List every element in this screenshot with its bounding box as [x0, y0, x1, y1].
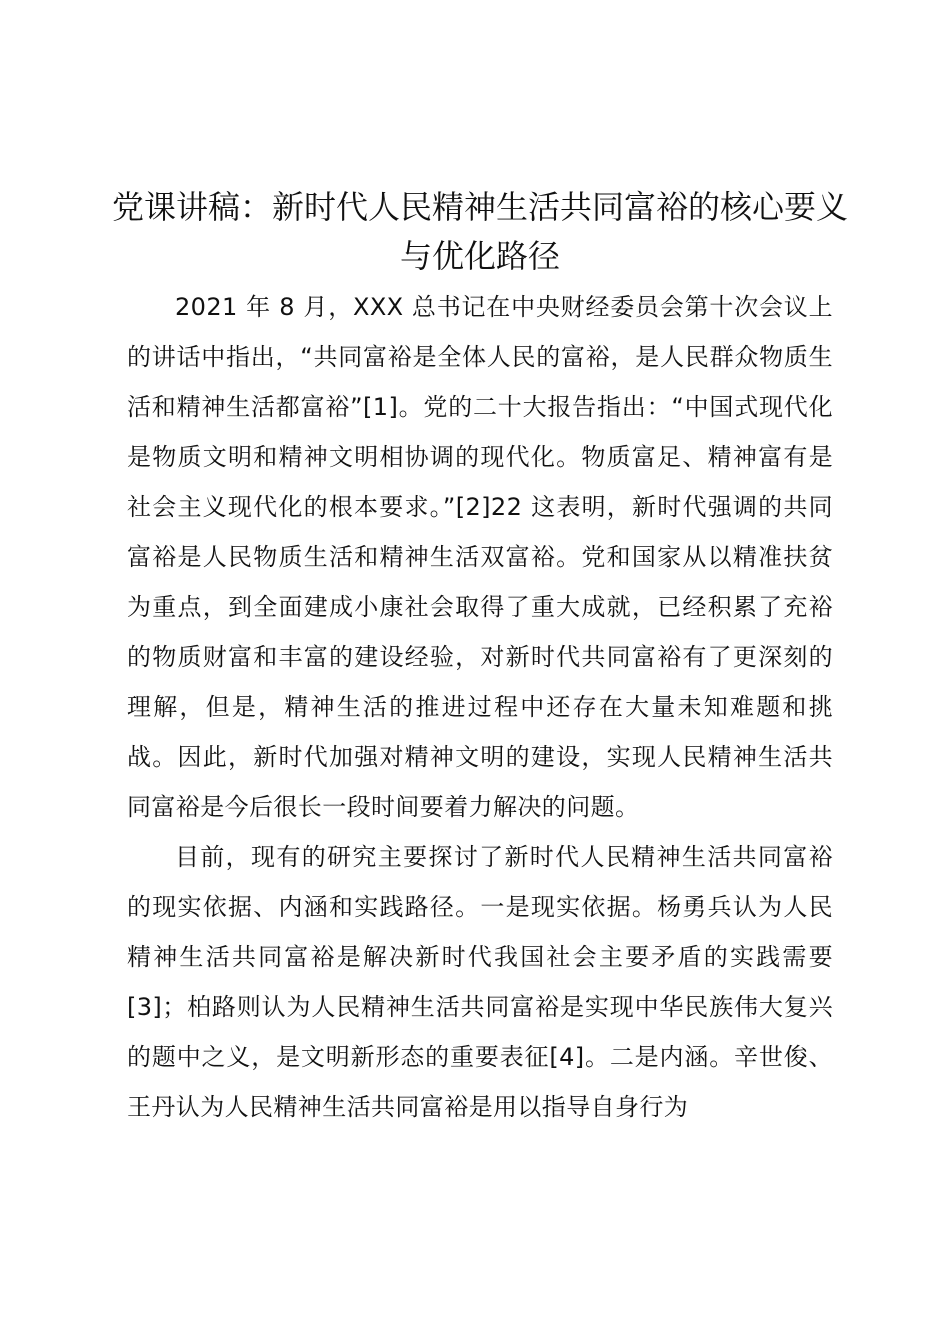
paragraph-2: 目前，现有的研究主要探讨了新时代人民精神生活共同富裕的现实依据、内涵和实践路径。一是现实依据。杨勇兵认为人民精神生活共同富裕是解决新时代我国社会主要矛盾的实践需要[3]；柏路则认为人民精神生活共同富裕是实现中华民族伟大复兴的题中之义，是文明新形态的重要表征[4]。二是内涵。辛世俊、王丹认为人民精神生活共同富裕是用以指导自身行为	[127, 843, 833, 1121]
document-body	[127, 282, 833, 1132]
paragraph-1: 2021 年 8 月，XXX 总书记在中央财经委员会第十次会议上的讲话中指出，“共同富裕是全体人民的富裕，是人民群众物质生活和精神生活都富裕”[1]。党的二十大报告指出：“中国式现代化是物质文明和精神文明相协调的现代化。物质富足、精神富有是社会主义现代化的根本要求。”[2]22 这表明，新时代强调的共同富裕是人民物质生活和精神生活双富裕。党和国家从以精准扶贫为重点，到全面建成小康社会取得了重大成就，已经积累了充裕的物质财富和丰富的建设经验，对新时代共同富裕有了更深刻的理解，但是，精神生活的推进过程中还存在大量未知难题和挑战。因此，新时代加强对精神文明的建设，实现人民精神生活共同富裕是今后很长一段时间要着力解决的问题。	[127, 293, 833, 821]
document-title: 党课讲稿：新时代人民精神生活共同富裕的核心要义与优化路径	[111, 188, 848, 275]
